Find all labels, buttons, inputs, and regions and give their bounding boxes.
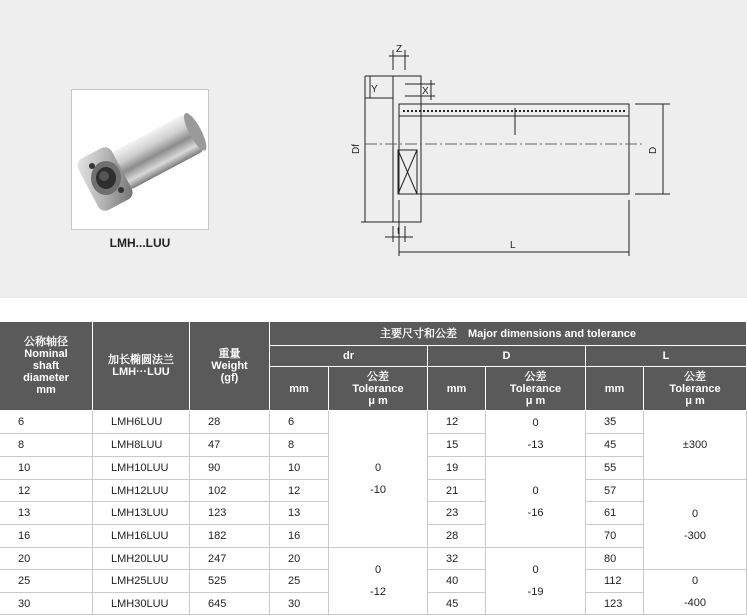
header-D-mm: mm — [428, 367, 486, 411]
cell-D: 28 — [428, 525, 486, 548]
L-tolerance-group-b: 0 -300 — [644, 480, 747, 570]
cell-D: 23 — [428, 502, 486, 525]
dimension-table — [0, 322, 747, 615]
L-tolerance-group-a: ±300 — [644, 411, 747, 480]
header-L: L — [586, 346, 747, 367]
dim-l-label: L — [510, 240, 516, 251]
cell-model: LMH16LUU — [93, 525, 190, 548]
cell-weight: 645 — [190, 593, 270, 615]
dimension-drawing — [345, 40, 675, 260]
D-tolerance-group-b: 0 -16 — [486, 457, 586, 548]
header-dr-mm: mm — [270, 367, 329, 411]
cell-D: 32 — [428, 548, 486, 570]
cell-nominal: 6 — [0, 411, 93, 434]
cell-model: LMH6LUU — [93, 411, 190, 434]
cell-D: 19 — [428, 457, 486, 480]
cell-dr: 30 — [270, 593, 329, 615]
cell-model: LMH30LUU — [93, 593, 190, 615]
L-tolerance-group-c: 0 -400 — [644, 570, 747, 615]
cell-L: 112 — [586, 570, 644, 593]
cell-weight: 28 — [190, 411, 270, 434]
cell-D: 21 — [428, 480, 486, 502]
cell-nominal: 8 — [0, 434, 93, 457]
header-nominal: 公称轴径 Nominal shaft diameter mm — [0, 322, 93, 411]
header-D: D — [428, 346, 586, 367]
cell-dr: 25 — [270, 570, 329, 593]
dr-tolerance-group-b: 0 -12 — [329, 548, 428, 615]
cell-dr: 10 — [270, 457, 329, 480]
cell-model: LMH12LUU — [93, 480, 190, 502]
cell-nominal: 25 — [0, 570, 93, 593]
cell-D: 40 — [428, 570, 486, 593]
header-model: 加长椭圆法兰 LMH···LUU — [93, 322, 190, 411]
flange-outline — [393, 76, 421, 222]
cell-nominal: 20 — [0, 548, 93, 570]
cell-dr: 16 — [270, 525, 329, 548]
cell-nominal: 10 — [0, 457, 93, 480]
cell-weight: 90 — [190, 457, 270, 480]
cell-L: 57 — [586, 480, 644, 502]
cell-nominal: 30 — [0, 593, 93, 615]
cell-model: LMH10LUU — [93, 457, 190, 480]
cell-weight: 102 — [190, 480, 270, 502]
header-L-mm: mm — [586, 367, 644, 411]
cell-weight: 247 — [190, 548, 270, 570]
cell-weight: 47 — [190, 434, 270, 457]
cell-L: 80 — [586, 548, 644, 570]
cell-D: 45 — [428, 593, 486, 615]
cell-dr: 8 — [270, 434, 329, 457]
cell-D: 15 — [428, 434, 486, 457]
dim-z-label: Z — [396, 44, 403, 55]
cell-L: 70 — [586, 525, 644, 548]
product-label: LMH...LUU — [109, 236, 171, 250]
cell-L: 123 — [586, 593, 644, 615]
cell-dr: 12 — [270, 480, 329, 502]
cell-dr: 6 — [270, 411, 329, 434]
cell-weight: 525 — [190, 570, 270, 593]
housing-outline — [399, 104, 629, 194]
cell-model: LMH25LUU — [93, 570, 190, 593]
dim-t-label: t — [397, 226, 400, 237]
dim-x-label: X — [422, 86, 429, 97]
cell-model: LMH20LUU — [93, 548, 190, 570]
dr-tolerance-group-a: 0 -10 — [329, 411, 428, 548]
cell-weight: 182 — [190, 525, 270, 548]
cell-L: 61 — [586, 502, 644, 525]
cell-weight: 123 — [190, 502, 270, 525]
product-photo — [71, 89, 209, 230]
D-tolerance-group-c: 0 -19 — [486, 548, 586, 615]
header-dr-tol: 公差 Tolerance μ m — [329, 367, 428, 411]
cell-L: 45 — [586, 434, 644, 457]
cell-L: 35 — [586, 411, 644, 434]
header-weight: 重量 Weight (gf) — [190, 322, 270, 411]
cell-dr: 13 — [270, 502, 329, 525]
dim-df-label: Df — [351, 144, 362, 154]
header-D-tol: 公差 Tolerance μ m — [486, 367, 586, 411]
header-major: 主要尺寸和公差 Major dimensions and tolerance — [270, 322, 747, 346]
cell-nominal: 12 — [0, 480, 93, 502]
cell-dr: 20 — [270, 548, 329, 570]
linear-bearing-image — [72, 90, 208, 229]
header-dr: dr — [270, 346, 428, 367]
cell-L: 55 — [586, 457, 644, 480]
D-tolerance-group-a: 0 -13 — [486, 411, 586, 457]
cell-nominal: 16 — [0, 525, 93, 548]
cell-nominal: 13 — [0, 502, 93, 525]
cell-model: LMH8LUU — [93, 434, 190, 457]
header-L-tol: 公差 Tolerance μ m — [644, 367, 747, 411]
dim-d-label: D — [648, 146, 659, 154]
dim-y-label: Y — [371, 84, 378, 95]
cell-D: 12 — [428, 411, 486, 434]
cell-model: LMH13LUU — [93, 502, 190, 525]
